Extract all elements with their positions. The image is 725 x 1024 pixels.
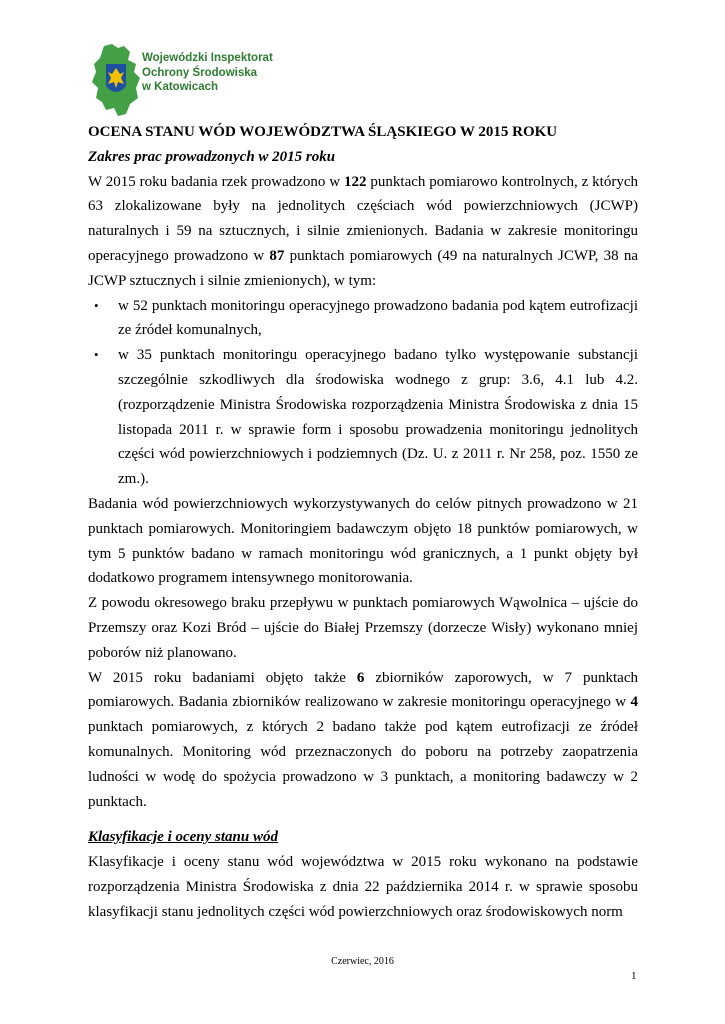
paragraph-4: W 2015 roku badaniami objęto także 6 zbiorników zaporowych, w 7 punktach pomiarowych. Badania zbiorników realizowano w zakresie monitoringu operacyjnego w 4 punktach pomiarowych, z których 2 badano także pod kątem eutrofizacji ze źródeł komunalnych. Monitoring wód przeznaczonych do poboru na potrzeby zaopatrzenia ludności w wodę do spożycia prowadzono w 3 punktach, a monitoring badawczy w 2 punktach. [88, 669, 638, 810]
paragraph-5: Klasyfikacje i oceny stanu wód województwa w 2015 roku wykonano na podstawie rozporządzenia Ministra Środowiska z dnia 22 października 2014 r. w sprawie sposobu klasyfikacji stanu jednolitych części wód powierzchniowych oraz środowiskowych norm [88, 854, 638, 920]
logo-line-1: Wojewódzki Inspektorat [142, 52, 273, 64]
bullet-list [88, 294, 638, 492]
section-heading: Klasyfikacje i oceny stanu wód [88, 829, 278, 846]
document-body [88, 120, 638, 925]
logo-line-3: w Katowicach [142, 81, 219, 93]
bullet-icon: • [94, 297, 99, 313]
footer-date: Czerwiec, 2016 [331, 956, 394, 967]
wios-logo [90, 42, 310, 120]
bullet-icon: • [94, 347, 99, 363]
silesia-map-emblem-icon [90, 42, 142, 118]
paragraph-3: Z powodu okresowego braku przepływu w punktach pomiarowych Wąwolnica – ujście do Przemszy oraz Kozi Bród – ujście do Białej Przemszy (dorzecze Wisły) wykonano mniej poborów niż planowano. [88, 595, 638, 661]
list-item: • w 52 punktach monitoringu operacyjnego prowadzono badania pod kątem eutrofizacji ze źródeł komunalnych, [88, 294, 638, 344]
logo-text [142, 51, 273, 95]
document-title: OCENA STANU WÓD WOJEWÓDZTWA ŚLĄSKIEGO W 2015 ROKU [88, 124, 558, 140]
document-subtitle: Zakres prac prowadzonych w 2015 roku [88, 148, 336, 165]
page-number: 1 [631, 970, 637, 982]
paragraph-1: W 2015 roku badania rzek prowadzono w 122 punktach pomiarowo kontrolnych, z których 63 zlokalizowane były na jednolitych częściach wód powierzchniowych (JCWP) naturalnych i 59 na sztucznych, i silnie zmienionych. Badania w zakresie monitoringu operacyjnego prowadzono w 87 punktach pomiarowych (49 na naturalnych JCWP, 38 na JCWP sztucznych i silnie zmienionych), w tym: [88, 173, 638, 289]
list-item: • w 35 punktach monitoringu operacyjnego badano tylko występowanie substancji szczególnie szkodliwych dla środowiska wodnego z grup: 3.6, 4.1 lub 4.2. (rozporządzenie Ministra Środowiska rozporządzenia Ministra Środowiska z dnia 15 listopada 2011 r. w sprawie form i sposobu prowadzenia monitoringu jednolitych części wód powierzchniowych i podziemnych (Dz. U. z 2011 r. Nr 258, poz. 1550 ze zm.). [88, 343, 638, 492]
logo-line-2: Ochrony Środowiska [142, 66, 258, 79]
paragraph-2: Badania wód powierzchniowych wykorzystywanych do celów pitnych prowadzono w 21 punktach pomiarowych. Monitoringiem badawczym objęto 18 punktów pomiarowych, w tym 5 punktów badano w ramach monitoringu wód granicznych, a 1 punkt objęty był dodatkowo programem intensywnego monitorowania. [88, 495, 638, 587]
